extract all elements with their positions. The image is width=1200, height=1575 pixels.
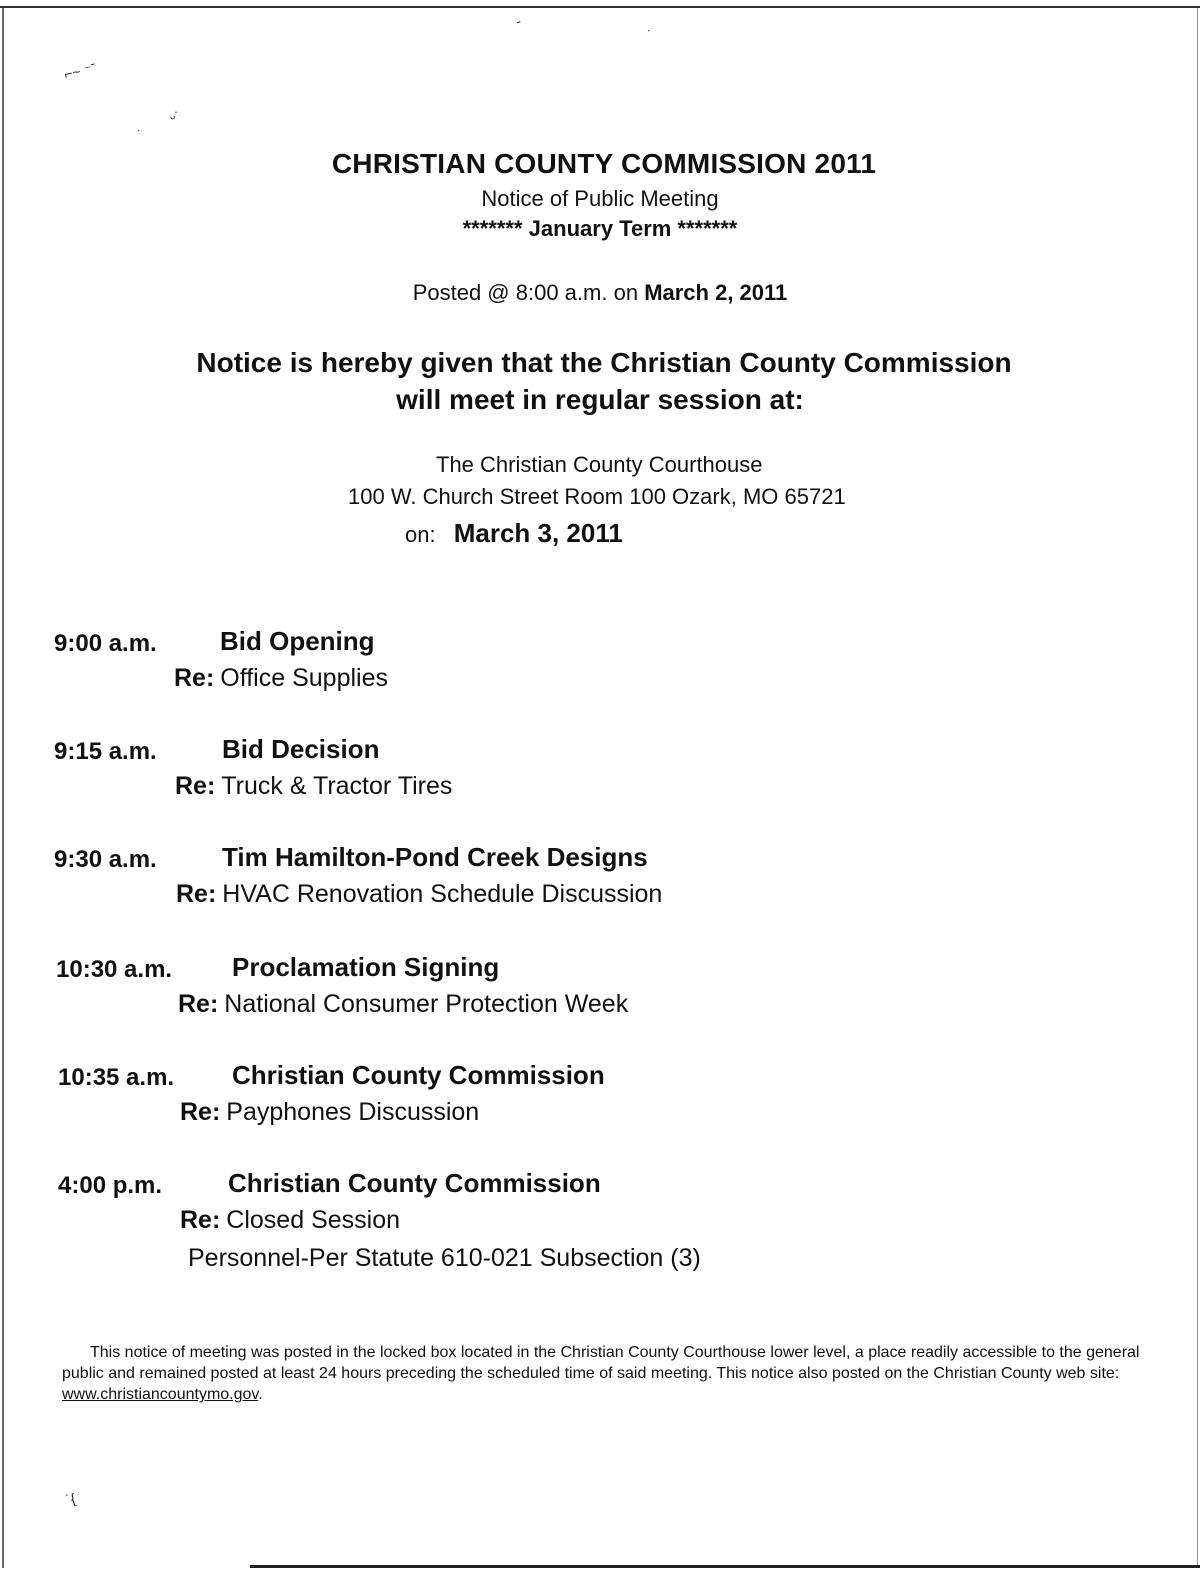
re-label: Re: — [180, 1098, 221, 1126]
agenda-time: 9:15 a.m. — [54, 738, 157, 765]
location-name: The Christian County Courthouse — [436, 452, 763, 477]
scan-edge-bottom — [250, 1565, 1200, 1568]
meeting-date: March 3, 2011 — [453, 518, 623, 548]
scan-mark: ᵕ˙ — [168, 108, 182, 126]
agenda-title: Christian County Commission — [232, 1060, 605, 1090]
location-address: 100 W. Church Street Room 100 Ozark, MO 65721 — [348, 484, 846, 509]
link-suffix: . — [258, 1386, 263, 1404]
agenda-re — [174, 664, 388, 693]
re-label: Re: — [176, 880, 217, 908]
scan-mark: ˙{ — [64, 1490, 77, 1508]
agenda-title: Christian County Commission — [228, 1168, 601, 1198]
re-text: Payphones Discussion — [226, 1098, 480, 1126]
re-text: Closed Session — [226, 1206, 401, 1234]
re-text: National Consumer Protection Week — [224, 990, 629, 1018]
agenda-title: Bid Decision — [222, 734, 380, 764]
agenda-time: 4:00 p.m. — [58, 1172, 163, 1199]
posted-line — [0, 280, 1200, 306]
disclaimer-text: This notice of meeting was posted in the locked box located in the Christian County Courthouse lower level, a place readily accessible to the general public and remained posted at least 24 hours preceding the scheduled time of said meeting. This notice also posted on the Christian County web site: — [62, 1344, 1140, 1383]
agenda-title: Proclamation Signing — [232, 952, 500, 982]
agenda-time: 9:30 a.m. — [54, 846, 157, 873]
re-text: Office Supplies — [220, 664, 388, 692]
posted-date: March 2, 2011 — [644, 280, 788, 305]
agenda-title: Bid Opening — [220, 626, 375, 656]
agenda-re — [176, 880, 662, 909]
agenda-title: Tim Hamilton-Pond Creek Designs — [222, 842, 648, 872]
posting-disclaimer — [62, 1342, 1152, 1405]
agenda-re — [180, 1098, 479, 1127]
agenda-time: 10:30 a.m. — [56, 956, 173, 983]
re-label: Re: — [180, 1206, 221, 1234]
term-label: ******* January Term ******* — [462, 216, 738, 241]
agenda-time: 10:35 a.m. — [58, 1064, 175, 1091]
notice-line-2: will meet in regular session at: — [396, 384, 804, 415]
posted-prefix: Posted @ 8:00 a.m. on — [412, 280, 639, 305]
notice-line-1: Notice is hereby given that the Christian County Commission — [196, 347, 1012, 378]
re-label: Re: — [175, 772, 216, 800]
re-label: Re: — [178, 990, 219, 1018]
scan-edge-left — [2, 8, 4, 1568]
scan-mark: ˙ — [646, 26, 655, 44]
scan-mark: ˙ — [136, 126, 145, 144]
agenda-re — [175, 772, 452, 801]
re-text: Truck & Tractor Tires — [221, 772, 453, 800]
page-subtitle: Notice of Public Meeting — [481, 186, 719, 211]
scan-edge-top — [0, 6, 1200, 8]
agenda-re — [180, 1206, 400, 1235]
scan-edge-right — [1197, 8, 1198, 1568]
meeting-date-label: on: — [405, 522, 436, 547]
website-link[interactable]: www.christiancountymo.gov — [62, 1386, 259, 1404]
agenda-re — [178, 990, 628, 1019]
scan-mark: ⌐~ ⁻ˉ — [62, 59, 98, 83]
scan-mark: - — [514, 12, 523, 30]
agenda-time: 9:00 a.m. — [54, 630, 157, 657]
meeting-date-line — [405, 518, 623, 549]
re-text: HVAC Renovation Schedule Discussion — [222, 880, 663, 908]
page-title: CHRISTIAN COUNTY COMMISSION 2011 — [331, 148, 877, 179]
re-label: Re: — [174, 664, 215, 692]
agenda-extra: Personnel-Per Statute 610-021 Subsection (3) — [188, 1244, 701, 1272]
